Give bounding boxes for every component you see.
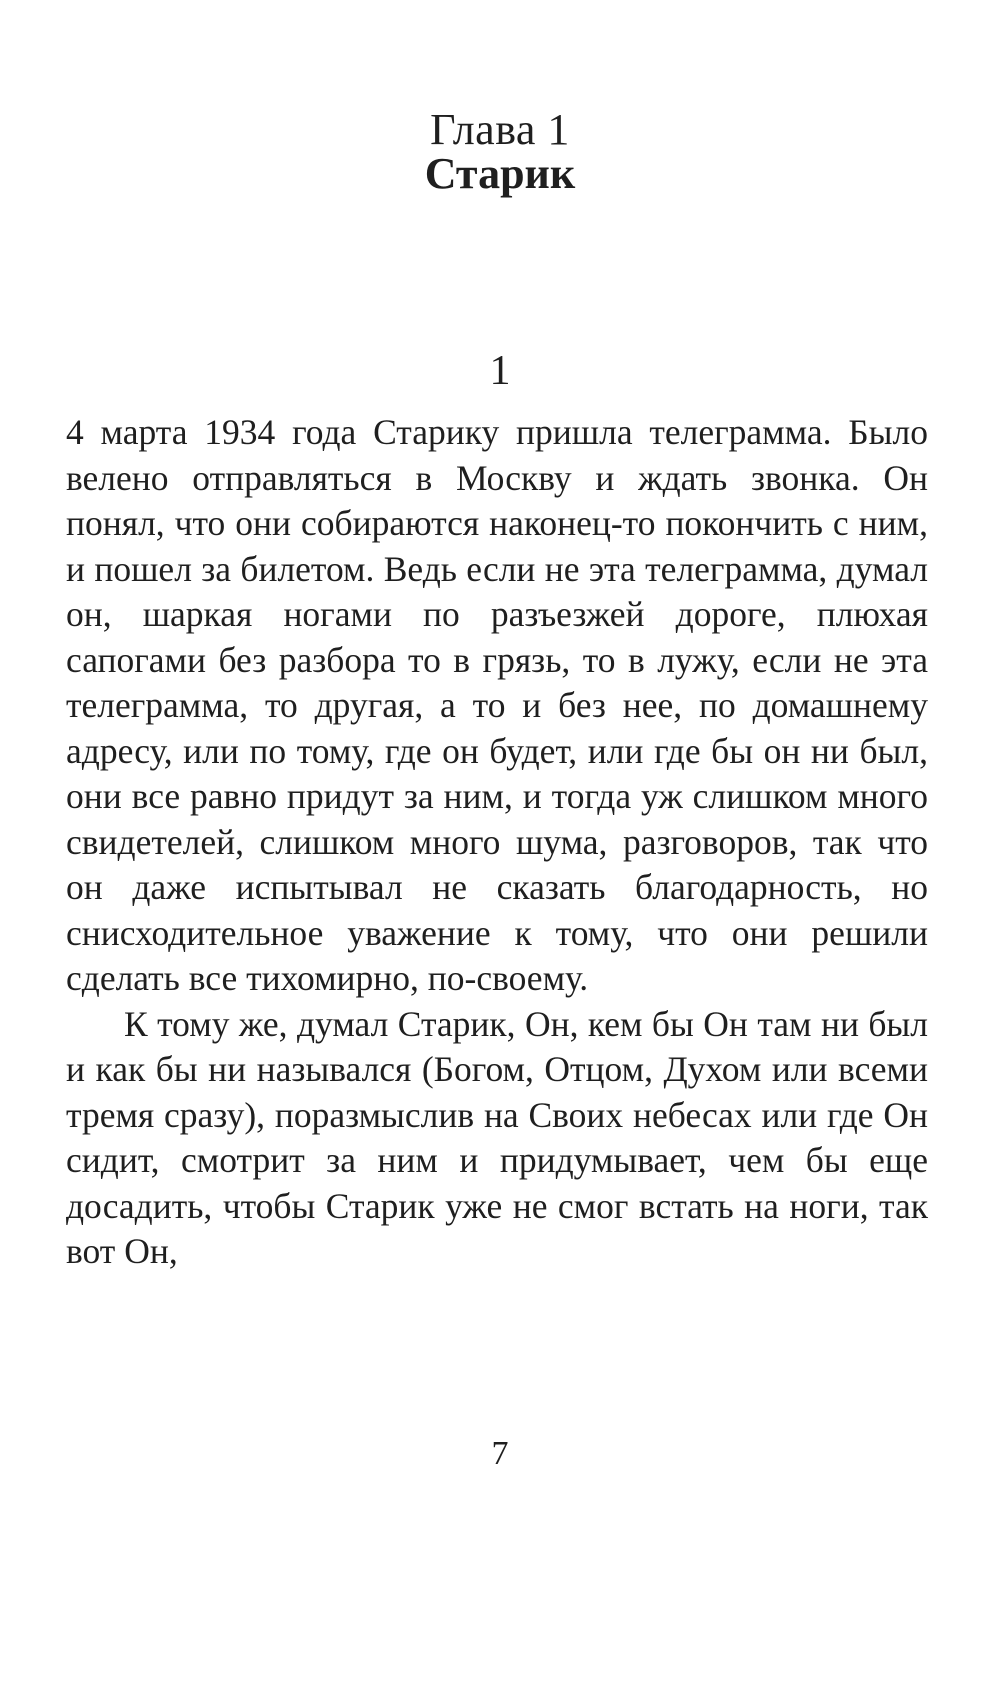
body-text bbox=[66, 410, 928, 1275]
paragraph-2: К тому же, думал Старик, Он, кем бы Он там ни был и как бы ни назывался (Богом, Отцом, Духом или всеми тремя сразу), поразмыслив на Своих небесах или где Он сидит, смотрит за ним и придумывает, чем бы еще досадить, чтобы Старик уже не смог встать на ноги, так вот Он, bbox=[66, 1003, 928, 1271]
page-number: 7 bbox=[491, 1435, 509, 1472]
chapter-label: Глава 1 bbox=[430, 105, 570, 154]
section-number: 1 bbox=[489, 348, 511, 394]
paragraph-1: 4 марта 1934 года Старику пришла телеграмма. Было велено отправляться в Москву и ждать звонка. Он понял, что они собираются наконец-то покончить с ним, и пошел за билетом. Ведь если не эта телеграмма, думал он, шаркая ногами по разъезжей дороге, плюхая сапогами без разбора то в грязь, то в лужу, если не эта телеграмма, то другая, а то и без нее, по домашнему адресу, или по тому, где он будет, или где бы он ни был, они все равно придут за ним, и тогда уж слишком много свидетелей, слишком много шума, разговоров, так что он даже испытывал не сказать благодарность, но снисходительное уважение к тому, что они решили сделать все тихомирно, по-своему. bbox=[66, 412, 928, 998]
chapter-title: Старик bbox=[424, 149, 576, 198]
